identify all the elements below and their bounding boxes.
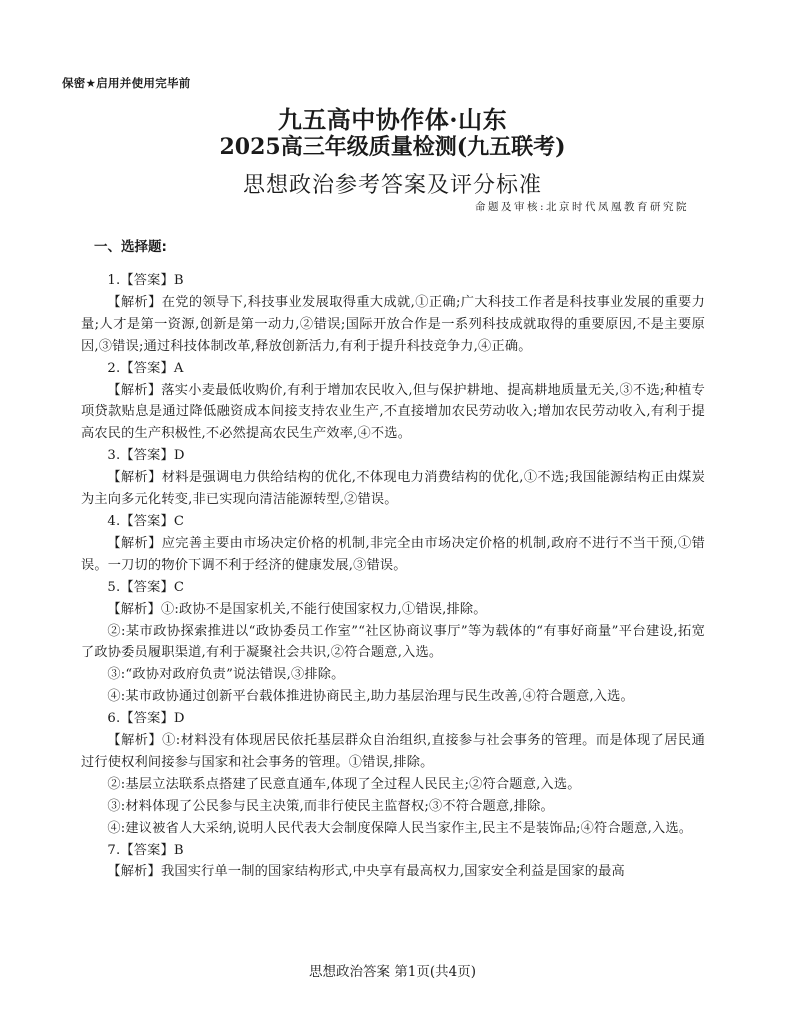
answer-content [81,270,705,883]
answer-line: 5.【答案】C [107,579,185,595]
answer-line: 7.【答案】B [107,842,184,858]
explanation-paragraph: 【解析】落实小麦最低收购价,有利于增加农民收入,但与保护耕地、提高耕地质量无关,③不选;种植专项贷款贴息是通过降低融资成本间接支持农业生产,不直接增加农民劳动收入;增加农民劳动收入,有利于提高农民的生产积极性,不必然提高农民生产效率,④不选。 [81,382,705,442]
explanation-paragraph: ④:某市政协通过创新平台载体推进协商民主,助力基层治理与民生改善,④符合题意,入选。 [107,689,634,705]
explanation-paragraph: ②:某市政协探索推进以“政协委员工作室”“社区协商议事厅”等为载体的“有事好商量”平台建设,拓宽了政协委员履职渠道,有利于凝聚社会共识,②符合题意,入选。 [81,623,705,661]
answer-line: 3.【答案】D [107,448,185,464]
document-subtitle: 思想政治参考答案及评分标准 [242,173,542,198]
explanation-paragraph: ④:建议被省人大采纳,说明人民代表大会制度保障人民当家作主,民主不是装饰品;④符合题意,入选。 [107,820,693,836]
answer-line: 1.【答案】B [107,273,184,288]
page-footer: 思想政治答案 第1页(共4页) [308,964,476,980]
author-credit: 命题及审核:北京时代凤凰教育研究院 [474,201,689,213]
explanation-paragraph: 【解析】在党的领导下,科技事业发展取得重大成就,①正确;广大科技工作者是科技事业发展的重要力量;人才是第一资源,创新是第一动力,②错误;国际开放合作是一系列科技成就取得的重要原因,不是主要原因,③错误;通过科技体制改革,释放创新活力,有利于提升科技竞争力,④正确。 [81,294,705,354]
exam-title: 2025高三年级质量检测(九五联考) [219,134,566,160]
explanation-paragraph: ②:基层立法联系点搭建了民意直通车,体现了全过程人民民主;②符合题意,入选。 [107,776,581,792]
explanation-paragraph: 【解析】①:材料没有体现居民依托基层群众自治组织,直接参与社会事务的管理。而是体现了居民通过行使权利间接参与国家和社会事务的管理。①错误,排除。 [81,733,705,770]
explanation-paragraph: ③:“政协对政府负责”说法错误,③排除。 [107,667,345,683]
explanation-paragraph: 【解析】应完善主要由市场决定价格的机制,非完全由市场决定价格的机制,政府不进行不当干预,①错误。一刀切的物价下调不利于经济的健康发展,③错误。 [81,535,705,573]
confidential-notice: 保密★启用并使用完毕前 [62,76,191,90]
explanation-paragraph: 【解析】我国实行单一制的国家结构形式,中央享有最高权力,国家安全利益是国家的最高 [107,864,625,880]
explanation-paragraph: 【解析】①:政协不是国家机关,不能行使国家权力,①错误,排除。 [107,601,487,617]
section-heading: 一、选择题: [94,239,167,255]
answer-line: 4.【答案】C [107,513,185,529]
answer-line: 6.【答案】D [107,711,185,727]
explanation-paragraph: ③:材料体现了公民参与民主决策,而非行使民主监督权;③不符合题意,排除。 [107,798,554,814]
explanation-paragraph: 【解析】材料是强调电力供给结构的优化,不体现电力消费结构的优化,①不选;我国能源结构正由煤炭为主向多元化转变,非已实现向清洁能源转型,②错误。 [81,470,705,508]
page-title: 九五高中协作体·山东 [277,105,508,134]
answer-line: 2.【答案】A [107,360,184,376]
